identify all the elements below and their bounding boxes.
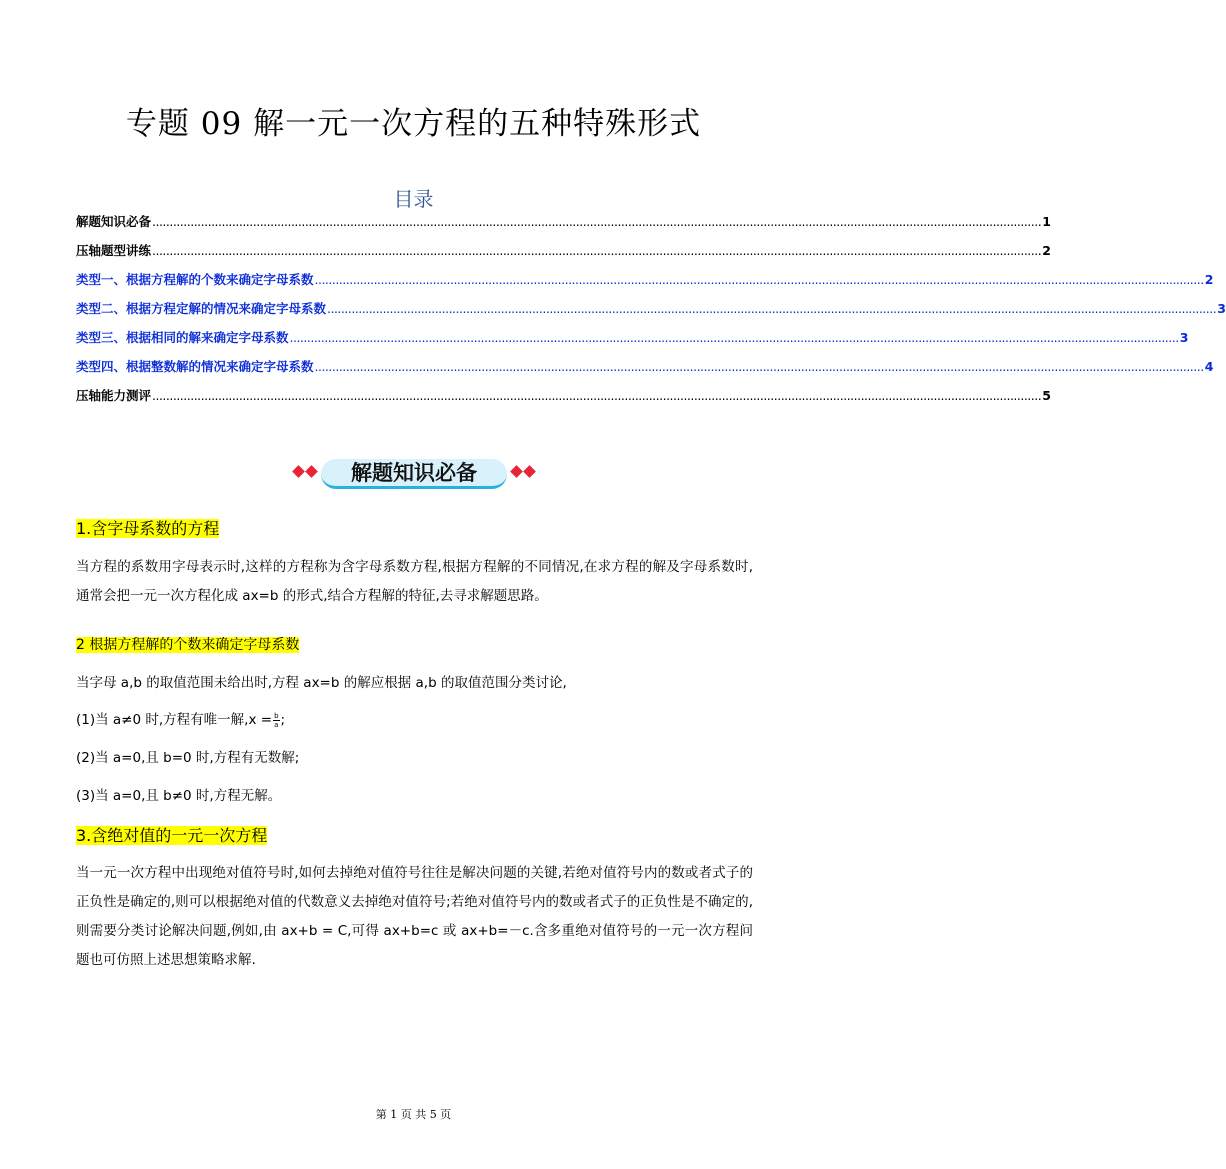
fraction-b-over-a bbox=[273, 712, 279, 729]
case-1-text: (1)当 a≠0 时,方程有唯一解,x = bbox=[76, 712, 273, 728]
toc-entry-type-1[interactable] bbox=[76, 270, 1214, 299]
toc-page-number: 3 bbox=[1217, 301, 1226, 316]
toc-entry-label: 类型四、根据整数解的情况来确定字母系数 bbox=[76, 359, 314, 374]
section-2-case-2: (2)当 a=0,且 b=0 时,方程有无数解; bbox=[76, 750, 300, 766]
toc-entry-knowledge[interactable] bbox=[76, 212, 1051, 241]
toc-entry-label: 压轴能力测评 bbox=[76, 388, 152, 403]
right-outer-diamond-icon bbox=[523, 465, 536, 478]
document-title: 专题 09 解一元一次方程的五种特殊形式 bbox=[125, 106, 702, 142]
toc-entry-label: 类型一、根据方程解的个数来确定字母系数 bbox=[76, 272, 314, 287]
section-1-heading-text: 1.含字母系数的方程 bbox=[76, 519, 220, 538]
toc-leader-dots: ................................................................................................................................................................................................................................................................ bbox=[314, 359, 1204, 374]
toc-entry-label: 解题知识必备 bbox=[76, 214, 152, 229]
fraction-numerator: b bbox=[274, 711, 279, 720]
toc-heading: 目录 bbox=[393, 187, 434, 211]
case-1-suffix: ; bbox=[280, 712, 286, 728]
toc-leader-dots: ................................................................................................................................................................................................................................................................ bbox=[327, 301, 1217, 316]
section-3-heading bbox=[76, 823, 267, 846]
section-banner bbox=[290, 455, 538, 493]
section-2-intro: 当字母 a,b 的取值范围未给出时,方程 ax=b 的解应根据 a,b 的取值范围分类讨论, bbox=[76, 675, 567, 691]
toc-leader-dots: ................................................................................................................................................................................................................................................................ bbox=[289, 330, 1179, 345]
right-inner-diamond-icon bbox=[510, 465, 523, 478]
toc-page-number: 2 bbox=[1042, 243, 1051, 258]
section-2-case-3: (3)当 a=0,且 b≠0 时,方程无解。 bbox=[76, 788, 282, 804]
toc-leader-dots: ................................................................................................................................................................................................................................................................ bbox=[314, 272, 1204, 287]
section-2-heading bbox=[76, 634, 299, 654]
section-3-paragraph: 当一元一次方程中出现绝对值符号时,如何去掉绝对值符号往往是解决问题的关键,若绝对值符号内的数或者式子的正负性是确定的,则可以根据绝对值的代数意义去掉绝对值符号;若绝对值符号内的数或者式子的正负性是不确定的,则需要分类讨论解决问题,例如,由 ax+b = C,可得 ax+b=c 或 ax+b=－c.含多重绝对值符号的一元一次方程问题也可仿照上述思想策略求解. bbox=[76, 865, 753, 968]
toc-page-number: 2 bbox=[1204, 272, 1214, 287]
toc-leader-dots: ................................................................................................................................................................................................................................................................ bbox=[152, 243, 1042, 258]
toc-entry-type-3[interactable] bbox=[76, 328, 1189, 357]
toc-entry-type-4[interactable] bbox=[76, 357, 1214, 386]
toc-page-number: 1 bbox=[1042, 214, 1051, 229]
section-2-heading-text: 2 根据方程解的个数来确定字母系数 bbox=[76, 637, 300, 653]
toc-page-number: 4 bbox=[1204, 359, 1214, 374]
toc-page-number: 5 bbox=[1042, 388, 1051, 403]
toc-leader-dots: ................................................................................................................................................................................................................................................................ bbox=[152, 388, 1042, 403]
toc-leader-dots: ................................................................................................................................................................................................................................................................ bbox=[152, 214, 1042, 229]
toc-entry-label: 类型三、根据相同的解来确定字母系数 bbox=[76, 330, 289, 345]
section-3-heading-text: 3.含绝对值的一元一次方程 bbox=[76, 826, 268, 845]
page-footer: 第 1 页 共 5 页 bbox=[375, 1108, 452, 1121]
section-1-heading bbox=[76, 516, 219, 539]
banner-label: 解题知识必备 bbox=[321, 459, 507, 489]
left-inner-diamond-icon bbox=[305, 465, 318, 478]
toc-entry-type-2[interactable] bbox=[76, 299, 1226, 328]
toc-entry-assessment[interactable] bbox=[76, 386, 1051, 415]
fraction-denominator: a bbox=[274, 720, 279, 729]
toc-entry-label: 压轴题型讲练 bbox=[76, 243, 152, 258]
toc-entry-label: 类型二、根据方程定解的情况来确定字母系数 bbox=[76, 301, 327, 316]
left-outer-diamond-icon bbox=[292, 465, 305, 478]
toc-entry-practice[interactable] bbox=[76, 241, 1051, 270]
toc-page-number: 3 bbox=[1179, 330, 1189, 345]
table-of-contents bbox=[76, 212, 1226, 415]
section-1-paragraph: 当方程的系数用字母表示时,这样的方程称为含字母系数方程,根据方程解的不同情况,在求方程的解及字母系数时,通常会把一元一次方程化成 ax=b 的形式,结合方程解的特征,去寻求解题思路。 bbox=[76, 559, 753, 604]
section-2-case-1 bbox=[76, 708, 285, 729]
